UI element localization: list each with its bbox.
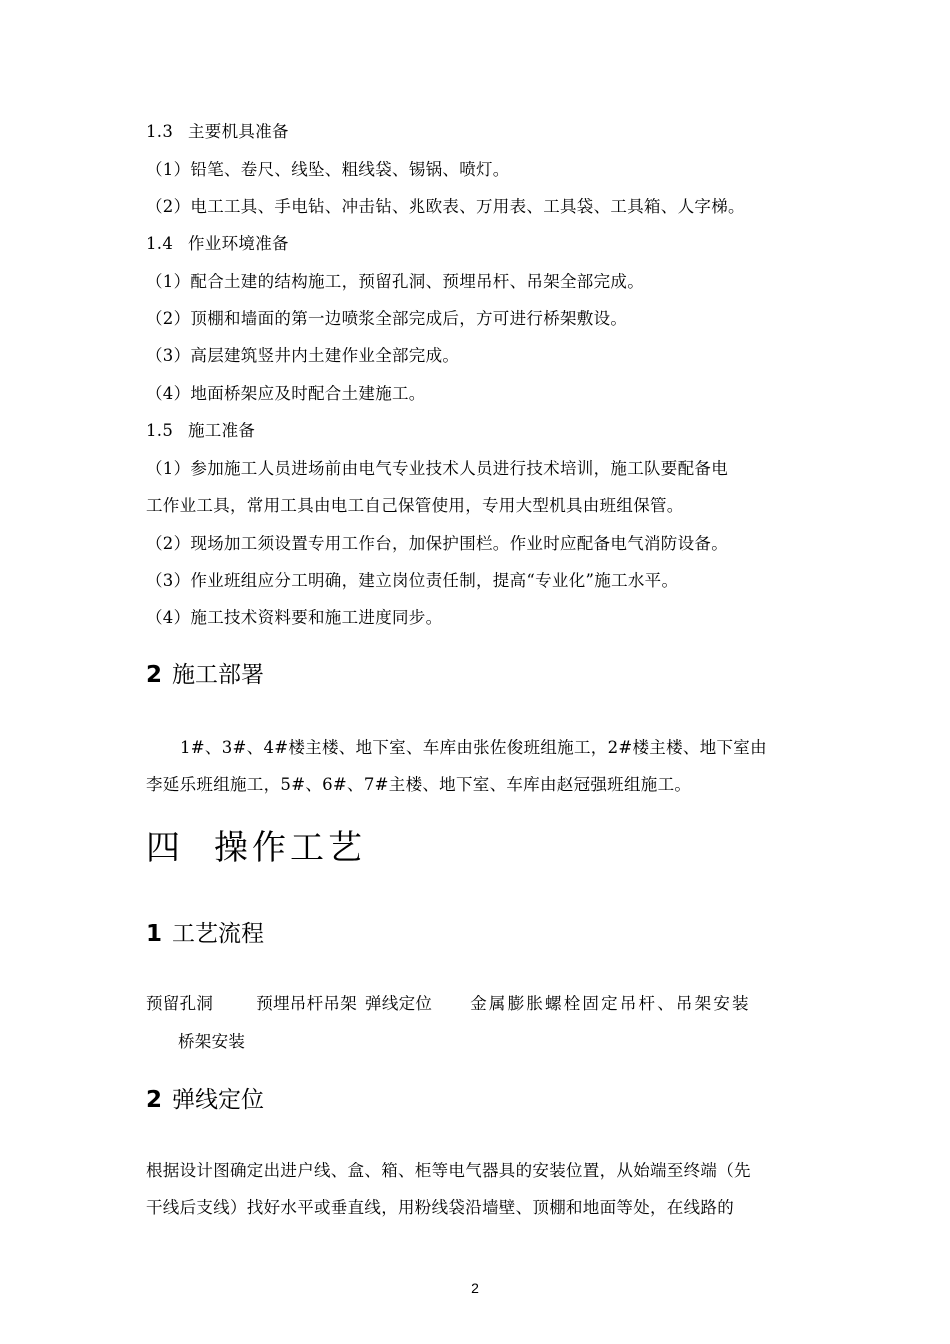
flow-step: 弹线定位	[365, 994, 433, 1013]
heading-title: 工艺流程	[172, 921, 264, 947]
heading-title: 弹线定位	[172, 1087, 264, 1113]
list-item: （3）作业班组应分工明确，建立岗位责任制，提高“专业化”施工水平。	[146, 571, 679, 590]
heading-title: 施工部署	[172, 662, 264, 688]
list-item: （1）配合土建的结构施工，预留孔洞、预埋吊杆、吊架全部完成。	[146, 272, 644, 291]
list-item: （4）施工技术资料要和施工进度同步。	[146, 608, 443, 627]
section-number: 1.5	[146, 421, 174, 440]
heading-process-flow	[146, 919, 264, 949]
heading-layout-marking	[146, 1085, 264, 1115]
heading-number: 2	[146, 662, 163, 688]
list-item: （2）电工工具、手电钻、冲击钻、兆欧表、万用表、工具袋、工具箱、人字梯。	[146, 197, 745, 216]
paragraph-line: 干线后支线）找好水平或垂直线，用粉线袋沿墙壁、顶棚和地面等处，在线路的	[146, 1198, 734, 1217]
section-number: 1.3	[146, 122, 174, 141]
list-item: （4）地面桥架应及时配合土建施工。	[146, 384, 426, 403]
section-title: 作业环境准备	[188, 234, 289, 253]
chapter-number: 四	[146, 828, 184, 868]
heading-number: 2	[146, 1087, 163, 1113]
list-item: （1）铅笔、卷尺、线坠、粗线袋、锡锅、喷灯。	[146, 160, 510, 179]
flow-step: 预留孔洞	[146, 994, 214, 1013]
list-item: （2）现场加工须设置专用工作台，加保护围栏。作业时应配备电气消防设备。	[146, 534, 728, 553]
section-heading-1-4	[146, 233, 289, 255]
heading-number: 1	[146, 921, 163, 947]
paragraph-line: 1#、3#、4#楼主楼、地下室、车库由张佐俊班组施工，2#楼主楼、地下室由	[180, 738, 767, 757]
heading-construction-deployment	[146, 660, 264, 690]
chapter-title: 操作工艺	[214, 828, 366, 868]
section-title: 主要机具准备	[188, 122, 289, 141]
flow-step: 预埋吊杆吊架	[256, 994, 358, 1013]
section-number: 1.4	[146, 234, 174, 253]
list-item: （1）参加施工人员进场前由电气专业技术人员进行技术培训，施工队要配备电	[146, 459, 728, 478]
paragraph-line: 李延乐班组施工，5#、6#、7#主楼、地下室、车库由赵冠强班组施工。	[146, 775, 692, 794]
section-title: 施工准备	[188, 421, 256, 440]
process-flow-line	[146, 993, 751, 1015]
section-heading-1-5	[146, 420, 255, 442]
section-heading-1-3	[146, 121, 289, 143]
chapter-heading	[146, 826, 366, 870]
flow-step: 金属膨胀螺栓固定吊杆、吊架安装	[470, 994, 751, 1013]
list-item-continuation: 工作业工具，常用工具由电工自己保管使用，专用大型机具由班组保管。	[146, 496, 684, 515]
list-item: （3）高层建筑竖井内土建作业全部完成。	[146, 346, 460, 365]
paragraph-line: 根据设计图确定出进户线、盒、箱、柜等电气器具的安装位置，从始端至终端（先	[146, 1161, 751, 1180]
page-number: 2	[471, 1280, 479, 1296]
list-item: （2）顶棚和墙面的第一边喷浆全部完成后，方可进行桥架敷设。	[146, 309, 628, 328]
flow-step: 桥架安装	[178, 1032, 246, 1051]
